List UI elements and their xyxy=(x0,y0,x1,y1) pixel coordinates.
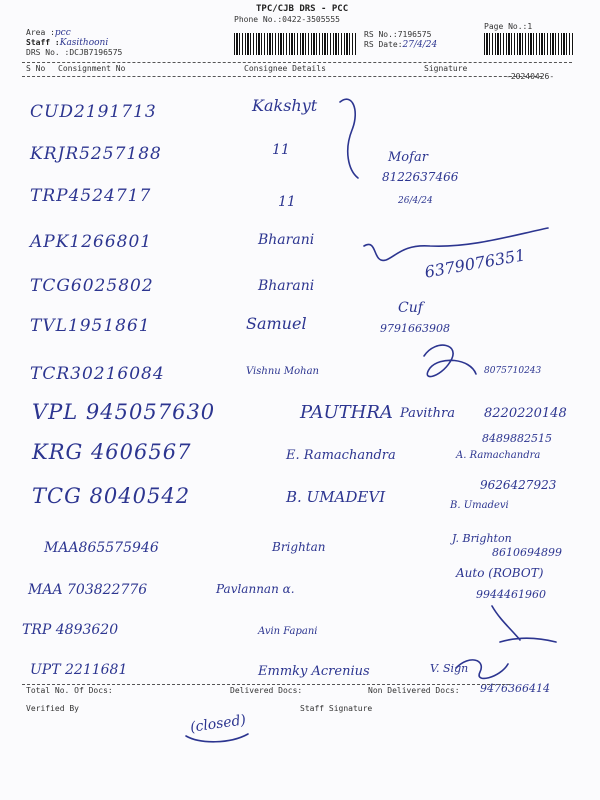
row-2-consignment: KRJR5257188 xyxy=(30,144,162,164)
signature-scribble-row13 xyxy=(492,606,556,642)
row-7-phone: 8075710243 xyxy=(484,366,542,376)
row-14-consignment: UPT 2211681 xyxy=(30,662,128,678)
page-number: Page No.:1 xyxy=(484,22,533,31)
row-14-signature: V. Sign xyxy=(430,662,469,675)
row-6-consignee: Samuel xyxy=(246,314,307,333)
row-12-signature: Auto (ROBOT) xyxy=(456,566,544,580)
row-1-consignment: CUD2191713 xyxy=(30,102,157,122)
row-11-phone: 8610694899 xyxy=(492,546,562,559)
row-11-consignment: MAA865575946 xyxy=(44,540,159,556)
row-9-consignee: E. Ramachandra xyxy=(286,448,396,463)
row-6-phone: 9791663908 xyxy=(380,322,450,335)
row-12-phone: 9944461960 xyxy=(476,588,546,601)
rs-date-label: RS Date: xyxy=(364,40,403,49)
rs-number: RS No.:7196575 xyxy=(364,30,432,39)
date-stamp: -20240426- xyxy=(506,72,555,81)
row-6-signature: Cuf xyxy=(398,300,423,316)
row-9-consignment: KRG 4606567 xyxy=(32,440,192,464)
phone-number: Phone No.:0422-3505555 xyxy=(234,15,340,24)
row-8-consignment: VPL 945057630 xyxy=(32,400,216,424)
row-2-consignee: 11 xyxy=(272,142,290,158)
row-10-signature: B. Umadevi xyxy=(450,500,509,511)
row-6-consignment: TVL1951861 xyxy=(30,316,151,336)
row-7-consignment: TCR30216084 xyxy=(30,364,165,384)
row-10-consignee: B. UMADEVI xyxy=(286,488,386,506)
col-sno: S No xyxy=(26,64,46,73)
signature-scribble-row4 xyxy=(364,228,548,260)
row-2-phone: 8122637466 xyxy=(382,170,459,184)
delivered-docs-label: Delivered Docs: xyxy=(230,686,303,695)
row-14-consignee: Emmky Acrenius xyxy=(258,664,370,679)
staff-signature-label: Staff Signature xyxy=(300,704,373,713)
total-docs-label: Total No. Of Docs: xyxy=(26,686,113,695)
rs-date-value: 27/4/24 xyxy=(402,40,438,50)
signature-scribble-row1 xyxy=(340,99,358,178)
row-1-consignee: Kakshyt xyxy=(252,96,318,115)
staff-value: Kasithooni xyxy=(59,38,109,48)
closed-note: (closed) xyxy=(189,712,247,736)
area-value: pcc xyxy=(54,28,71,38)
row-9-phone: 8489882515 xyxy=(482,432,552,445)
document-title: TPC/CJB DRS - PCC xyxy=(256,4,349,14)
non-delivered-docs-label: Non Delivered Docs: xyxy=(368,686,460,695)
col-consignee: Consignee Details xyxy=(244,64,326,73)
staff-label: Staff : xyxy=(26,38,60,47)
row-8-phone: 8220220148 xyxy=(484,406,567,421)
verified-by-label: Verified By xyxy=(26,704,79,713)
row-14-phone: 9476366414 xyxy=(480,682,550,695)
col-consignment: Consignment No xyxy=(58,64,126,73)
row-12-consignee: Pavlannan α. xyxy=(216,582,295,596)
row-2-signature: Mofar xyxy=(388,150,428,165)
row-5-phone: 6379076351 xyxy=(423,245,527,282)
row-10-phone: 9626427923 xyxy=(480,478,557,492)
row-3-signature: 26/4/24 xyxy=(398,196,433,206)
signature-scribble-row14 xyxy=(456,660,508,679)
col-signature: Signature xyxy=(424,64,468,73)
row-3-consignment: TRP4524717 xyxy=(30,186,152,206)
drs-label: DRS No. : xyxy=(26,48,70,57)
row-8-signature: Pavithra xyxy=(400,406,455,421)
row-13-consignee: Avin Fapani xyxy=(258,626,318,637)
row-4-consignee: Bharani xyxy=(258,232,315,248)
signature-scribble-row7 xyxy=(424,345,476,376)
area-label: Area : xyxy=(26,28,55,37)
row-11-consignee: Brightan xyxy=(272,540,326,554)
row-8-consignee: PAUTHRA xyxy=(300,402,393,423)
drs-value: DCJB7196575 xyxy=(69,48,123,57)
row-5-consignee: Bharani xyxy=(258,278,315,294)
row-9-signature: A. Ramachandra xyxy=(456,450,541,461)
row-11-signature: J. Brighton xyxy=(452,532,512,545)
row-13-consignment: TRP 4893620 xyxy=(22,622,119,638)
row-4-consignment: APK1266801 xyxy=(30,232,153,252)
footer-rule xyxy=(22,684,510,685)
row-7-consignee: Vishnu Mohan xyxy=(246,366,319,377)
row-12-consignment: MAA 703822776 xyxy=(28,582,148,598)
row-3-consignee: 11 xyxy=(278,194,296,210)
row-10-consignment: TCG 8040542 xyxy=(32,484,191,508)
row-5-consignment: TCG6025802 xyxy=(30,276,154,296)
